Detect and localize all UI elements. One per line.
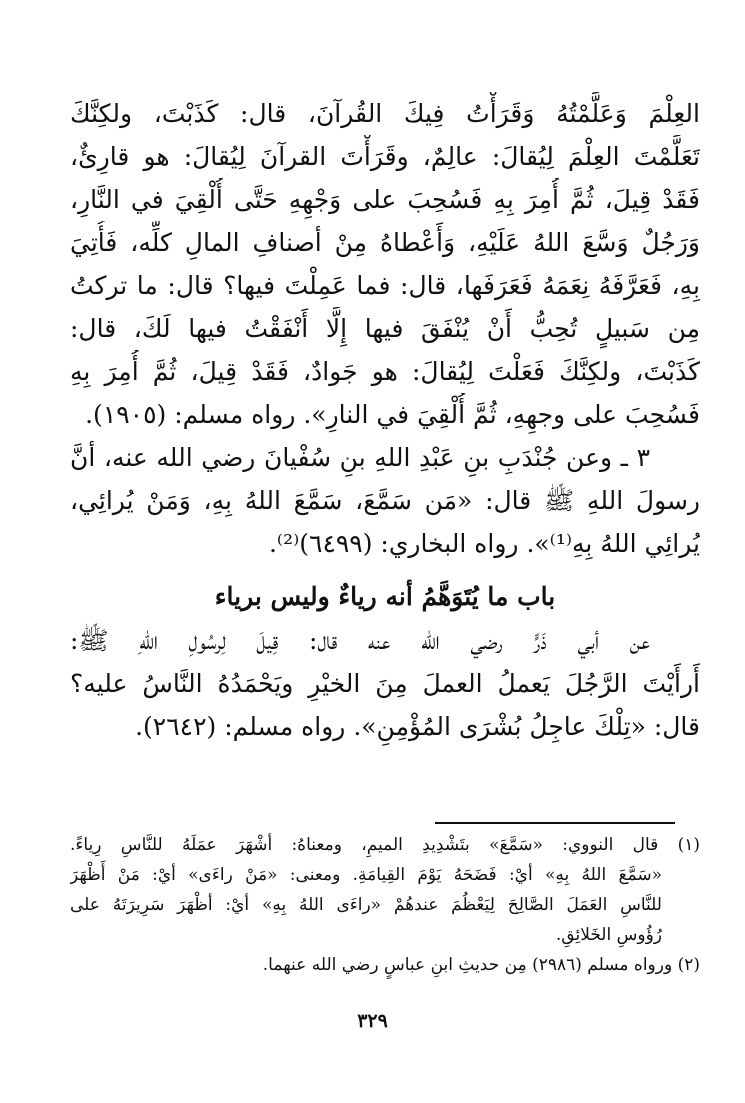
text-line: ٣ ـ وعن جُنْدَبِ بنِ عَبْدِ اللهِ بنِ سُفْيانَ رضي الله عنه، أنَّ (70, 443, 650, 472)
footnote-line: «سَمَّعَ اللهُ بِهِ» أيْ: فَضَحَهُ يَوْمَ القِيامَةِ. ومعنى: «مَنْ راءَى» أيْ: مَنْ أَظْهَرَ (70, 865, 662, 885)
footnote-line: رُؤُوسِ الخَلائِقِ. (555, 925, 662, 945)
text-line: وَرَجُلٌ وَسَّعَ اللهُ عَلَيْهِ، وَأَعْطاهُ مِنْ أصنافِ المالِ كلِّه، فَأُتِيَ (70, 228, 700, 257)
text-line: مِن سَبيلٍ تُحِبُّ أَنْ يُنْفَقَ فيها إِلَّا أَنْفَقْتُ فيها لَكَ، قال: (70, 314, 700, 343)
text-line: فَسُحِبَ على وجهِهِ، ثُمَّ أُلْقِيَ في النارِ». رواه مسلم: (١٩٠٥). (85, 400, 700, 429)
page-number: ٣٢٩ (357, 1010, 388, 1032)
footnote-2: (٢) ورواه مسلم (٢٩٨٦) مِن حديثِ ابنِ عباسٍ رضي الله عنهما. (262, 955, 700, 975)
hadith-3 (70, 436, 700, 565)
text-line: تَعَلَّمْتَ العِلْمَ لِيُقالَ: عالِمٌ، وقَرَأْتَ القرآنَ لِيُقالَ: هو قارِئٌ، (70, 142, 700, 171)
footnote-1 (70, 830, 700, 950)
chapter-heading: باب ما يُتَوَهَّمُ أنه رياءٌ وليس برياء (214, 582, 556, 611)
text-line: فَقَدْ قِيلَ، ثُمَّ أُمِرَ بِهِ فَسُحِبَ على وَجْهِهِ حَتَّى أُلْقِيَ في النَّارِ، (70, 185, 700, 214)
footnotes (70, 830, 700, 980)
text-line: قال: «تِلْكَ عاجِلُ بُشْرَى المُؤْمِنِ». رواه مسلم: (٢٦٤٢). (135, 712, 700, 741)
text-line: بِهِ، فَعَرَّفَهُ نِعَمَهُ فَعَرَفَها، قال: فما عَمِلْتَ فيها؟ قال: ما تركتُ (70, 271, 700, 300)
text-line: العِلْمَ وَعَلَّمْتُهُ وَقَرَأْتُ فِيكَ القُرآنَ، قال: كَذَبْتَ، ولكِنَّكَ (70, 99, 700, 128)
footnote-line: (١) قال النووي: «سَمَّعَ» بتَشْدِيدِ الميمِ، ومعناهُ: أشْهَرَ عمَلَهُ للنَّاسِ رِياءً. (70, 835, 700, 855)
page-body (70, 92, 700, 748)
text-line: يُرائِي اللهُ بِهِ⁽¹⁾». رواه البخاري: (٦٤٩٩)⁽²⁾. (268, 529, 700, 558)
chapter-hadith (70, 619, 700, 748)
text-line: أَرأَيْتَ الرَّجُلَ يَعملُ العملَ مِنَ الخيْرِ ويَحْمَدُهُ النَّاسُ عليه؟ (70, 669, 700, 698)
text-line: رسولَ اللهِ ﷺ قال: «مَن سَمَّعَ، سَمَّعَ اللهُ بِهِ، وَمَنْ يُرائِي، (70, 486, 700, 515)
text-line: كَذَبْتَ، ولكِنَّكَ فَعَلْتَ لِيُقالَ: هو جَوادٌ، فَقَدْ قِيلَ، ثُمَّ أُمِرَ بِهِ (70, 357, 700, 386)
footnote-line: للنَّاسِ العَمَلَ الصَّالِحَ لِيَعْظُمَ عندهُمْ «راءَى اللهُ بِهِ» أيْ: أظْهَرَ سَرِيرَتَهُ على (70, 895, 662, 915)
hadith-continuation (70, 92, 700, 436)
footnote-divider (435, 822, 675, 824)
text-line: عن أبي ذَرٍّ رضي الله عنه قال: قِيلَ لِرسُولِ اللهِ ﷺ: (70, 626, 650, 655)
